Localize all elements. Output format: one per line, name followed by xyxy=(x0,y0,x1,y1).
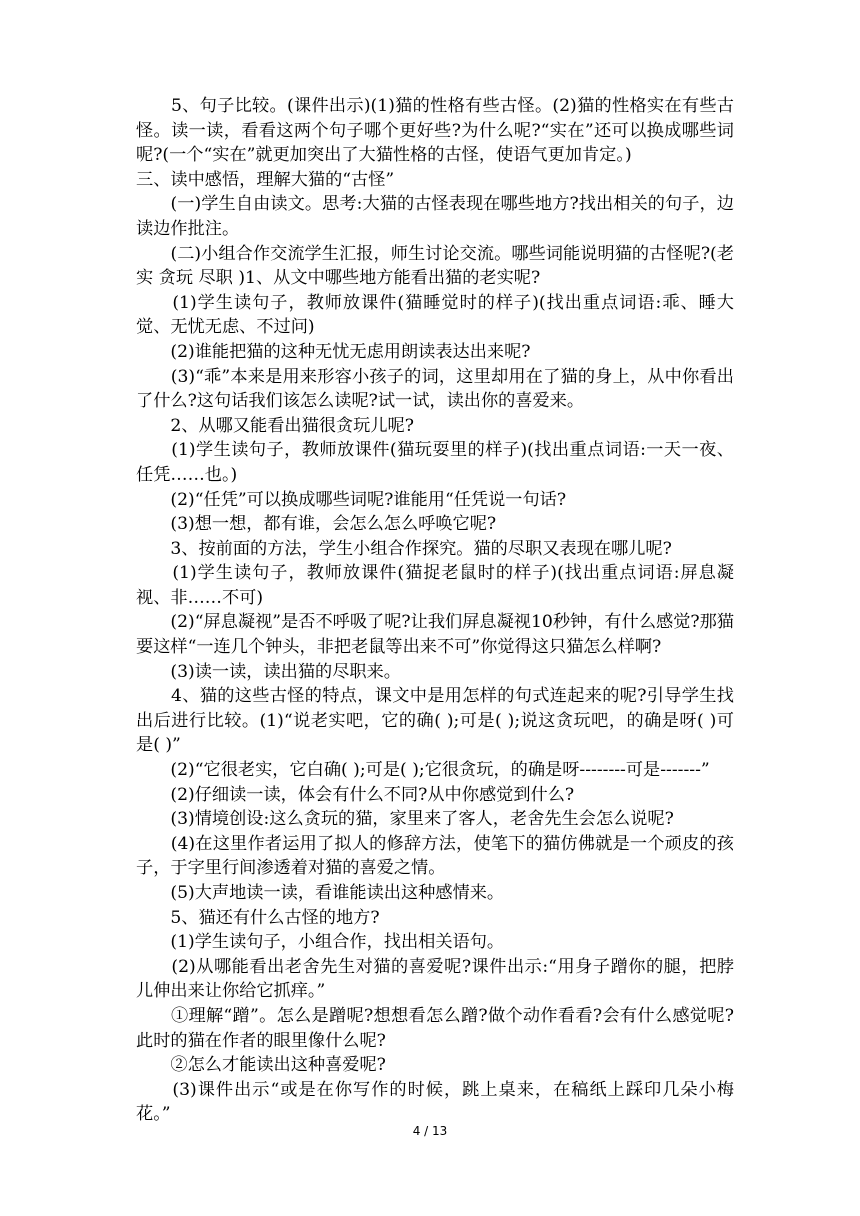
paragraph: (3)课件出示“或是在你写作的时候，跳上桌来，在稿纸上踩印几朵小梅花。” xyxy=(136,1079,734,1125)
section-heading: 三、读中感悟，理解大猫的“古怪” xyxy=(136,169,395,190)
paragraph: (1)学生读句子，教师放课件(猫玩耍里的样子)(找出重点词语:一天一夜、任凭……也。) xyxy=(136,440,734,485)
paragraph: (2)谁能把猫的这种无忧无虑用朗读表达出来呢? xyxy=(136,341,531,362)
paragraph: (5)大声地读一读，看谁能读出这种感情来。 xyxy=(136,883,505,903)
paragraph: ①理解“蹭”。怎么是蹭呢?想想看怎么蹭?做个动作看看?会有什么感觉呢?此时的猫在作者的眼里像什么呢? xyxy=(136,1005,734,1051)
paragraph: 5、猫还有什么古怪的地方? xyxy=(136,907,380,928)
paragraph: ②怎么才能读出这种喜爱呢? xyxy=(136,1055,386,1076)
paragraph: 2、从哪又能看出猫很贪玩儿呢? xyxy=(136,415,414,436)
document-body xyxy=(136,94,734,1127)
paragraph: (1)学生读句子，教师放课件(猫睡觉时的样子)(找出重点词语:乖、睡大觉、无忧无虑、不过问) xyxy=(136,292,734,338)
paragraph-sentence-compare: 5、句子比较。(课件出示)(1)猫的性格有些古怪。(2)猫的性格实在有些古怪。读一读，看看这两个句子哪个更好些?为什么呢?“实在”还可以换成哪些词呢?(一个“实在”就更加突出了大猫性格的古怪，使语气更加肯定。) xyxy=(136,96,734,166)
paragraph: (1)学生读句子，教师放课件(猫捉老鼠时的样子)(找出重点词语:屏息凝视、非……不可) xyxy=(136,563,734,608)
paragraph: (2)从哪能看出老舍先生对猫的喜爱呢?课件出示:“用身子蹭你的腿，把脖儿伸出来让你给它抓痒。” xyxy=(136,956,734,1002)
paragraph: (2)“屏息凝视”是否不呼吸了呢?让我们屏息凝视10秒钟，有什么感觉?那猫要这样“一连几个钟头，非把老鼠等出来不可”你觉得这只猫怎么样啊? xyxy=(136,612,734,658)
paragraph: (3)“乖”本来是用来形容小孩子的词，这里却用在了猫的身上，从中你看出了什么?这句话我们该怎么读呢?试一试，读出你的喜爱来。 xyxy=(136,366,734,412)
paragraph: (二)小组合作交流学生汇报，师生讨论交流。哪些词能说明猫的古怪呢?(老实 贪玩 尽职 )1、从文中哪些地方能看出猫的老实呢? xyxy=(136,243,734,289)
paragraph: (一)学生自由读文。思考:大猫的古怪表现在哪些地方?找出相关的句子，边读边作批注。 xyxy=(136,194,734,239)
paragraph: (2)仔细读一读，体会有什么不同?从中你感觉到什么? xyxy=(136,784,575,805)
paragraph: 4、猫的这些古怪的特点，课文中是用怎样的句式连起来的呢?引导学生找出后进行比较。(1)“说老实吧，它的确( );可是( );说这贪玩吧，的确是呀( )可是( )” xyxy=(136,686,734,756)
paragraph: (2)“任凭”可以换成哪些词呢?谁能用“任凭说一句话? xyxy=(136,489,567,510)
page-number: 4 / 13 xyxy=(412,1124,448,1138)
paragraph: (4)在这里作者运用了拟人的修辞方法，使笔下的猫仿佛就是一个顽皮的孩子，于字里行间渗透着对猫的喜爱之情。 xyxy=(136,833,734,879)
paragraph: 3、按前面的方法，学生小组合作探究。猫的尽职又表现在哪儿呢? xyxy=(136,538,672,559)
paragraph: (1)学生读句子，小组合作，找出相关语句。 xyxy=(136,932,505,953)
paragraph: (2)“它很老实，它白确( );可是( );它很贪玩，的确是呀--------可是-------” xyxy=(136,760,710,781)
paragraph: (3)情境创设:这么贪玩的猫，家里来了客人，老舍先生会怎么说呢? xyxy=(136,809,674,830)
paragraph: (3)读一读，读出猫的尽职来。 xyxy=(136,661,401,682)
paragraph: (3)想一想，都有谁，会怎么怎么呼唤它呢? xyxy=(136,514,497,535)
